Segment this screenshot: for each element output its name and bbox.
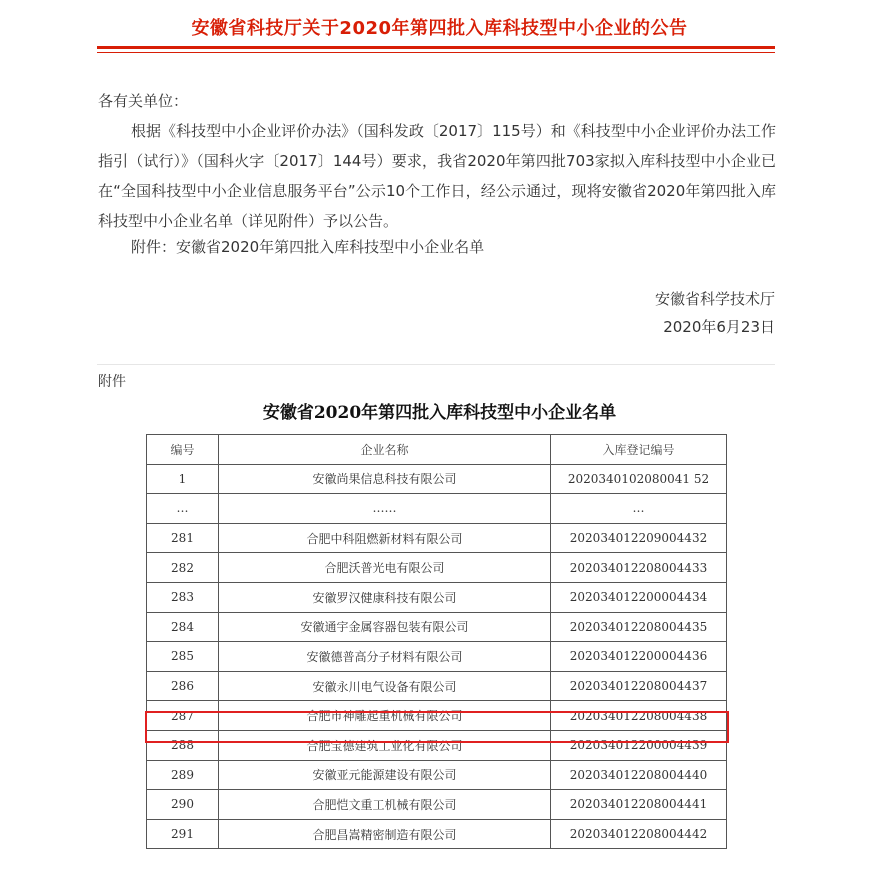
registration-number: 202034012208004442 [551,819,727,849]
row-number: 285 [147,642,219,672]
title-divider-thick [97,46,775,49]
table-row [147,642,727,672]
registration-number: 2020340102080041 52 [551,464,727,494]
company-name: 安徽通宇金属容器包装有限公司 [219,612,551,642]
column-header-registration: 入库登记编号 [551,435,727,465]
table-row [147,553,727,583]
table-row [147,612,727,642]
column-header-number: 编号 [147,435,219,465]
registration-number: 202034012208004441 [551,790,727,820]
row-number: 284 [147,612,219,642]
registration-number: 202034012208004437 [551,671,727,701]
table-row [147,464,727,494]
row-number: 287 [147,701,219,731]
company-name: 安徽永川电气设备有限公司 [219,671,551,701]
table-body [147,464,727,849]
table-header-row [147,435,727,465]
row-number: 1 [147,464,219,494]
section-divider [97,364,775,365]
company-name: 合肥昌嵩精密制造有限公司 [219,819,551,849]
company-name: 安徽亚元能源建设有限公司 [219,760,551,790]
company-name: 合肥中科阻燃新材料有限公司 [219,523,551,553]
registration-number: … [551,494,727,524]
registration-number: 202034012200004436 [551,642,727,672]
row-number: … [147,494,219,524]
row-number: 281 [147,523,219,553]
row-number: 282 [147,553,219,583]
company-name: 安徽罗汉健康科技有限公司 [219,582,551,612]
registration-number: 202034012200004439 [551,730,727,760]
registration-number: 202034012208004438 [551,701,727,731]
table-row [147,819,727,849]
row-number: 289 [147,760,219,790]
company-name: 合肥沃普光电有限公司 [219,553,551,583]
registration-number: 202034012208004433 [551,553,727,583]
issue-date: 2020年6月23日 [663,318,775,336]
salutation: 各有关单位： [98,92,189,110]
title-divider-thin [97,52,775,53]
row-number: 286 [147,671,219,701]
issuing-organization: 安徽省科学技术厅 [654,290,775,308]
row-number: 288 [147,730,219,760]
registration-number: 202034012200004434 [551,582,727,612]
announcement-paragraph: 根据《科技型中小企业评价办法》（国科发政〔2017〕115号）和《科技型中小企业评价办法工作指引（试行）》（国科火字〔2017〕144号）要求，我省2020年第四批703家拟入库科技型中小企业已在“全国科技型中小企业信息服务平台”公示10个工作日，经公示通过，现将安徽省2020年第四批入库科技型中小企业名单（详见附件）予以公告。 [98,122,776,230]
attachment-title: 安徽省2020年第四批入库科技型中小企业名单 [262,403,617,423]
registration-number: 202034012208004440 [551,760,727,790]
page-title: 安徽省科技厅关于2020年第四批入库科技型中小企业的公告 [191,18,688,39]
column-header-company: 企业名称 [219,435,551,465]
company-name: 合肥宝德建筑工业化有限公司 [219,730,551,760]
company-name: 安徽德普高分子材料有限公司 [219,642,551,672]
table-row [147,790,727,820]
attachment-reference: 附件：安徽省2020年第四批入库科技型中小企业名单 [131,238,485,256]
table-row [147,582,727,612]
enterprise-table [146,434,727,849]
table-row [147,760,727,790]
company-name: 安徽尚果信息科技有限公司 [219,464,551,494]
row-number: 283 [147,582,219,612]
registration-number: 202034012208004435 [551,612,727,642]
table-row [147,523,727,553]
registration-number: 202034012209004432 [551,523,727,553]
table-row [147,701,727,731]
table-row [147,494,727,524]
company-name: 合肥恺文重工机械有限公司 [219,790,551,820]
company-name: 合肥市神雕起重机械有限公司 [219,701,551,731]
company-name: …… [219,494,551,524]
row-number: 291 [147,819,219,849]
table-row [147,730,727,760]
row-number: 290 [147,790,219,820]
attachment-label: 附件 [98,374,126,390]
table-row [147,671,727,701]
